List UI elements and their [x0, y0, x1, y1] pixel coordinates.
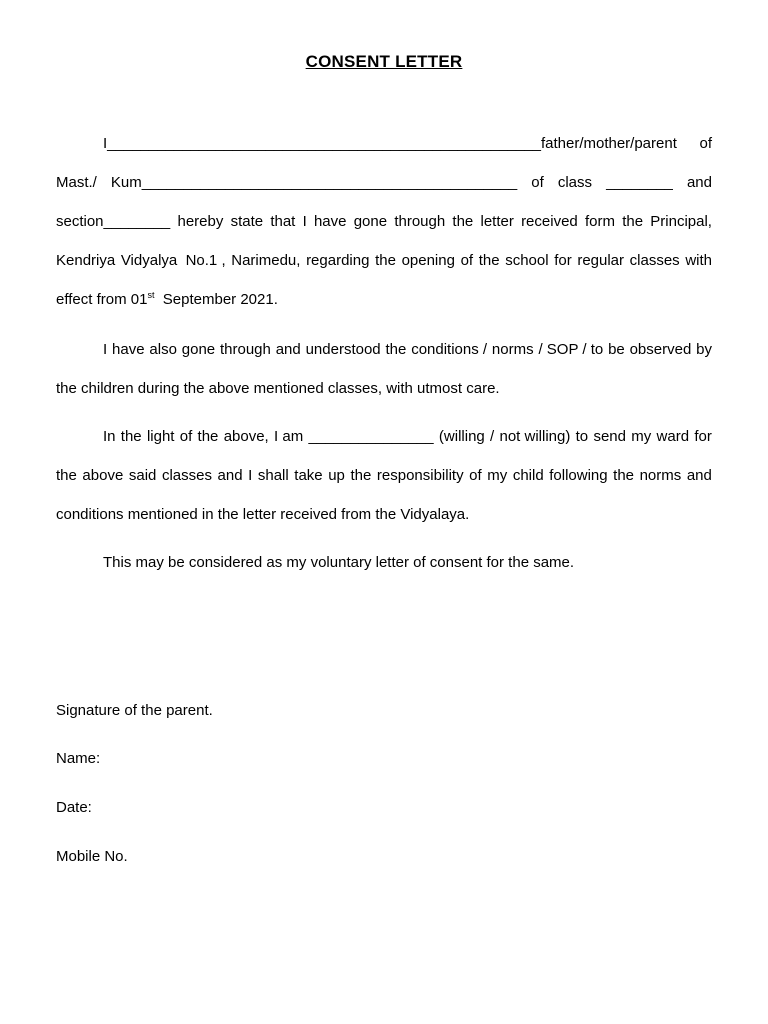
- word: received: [521, 213, 578, 230]
- word: above,: [223, 428, 269, 445]
- word: the: [613, 467, 635, 484]
- word: _______________: [308, 428, 434, 445]
- p1-line-1: [103, 133, 712, 155]
- word: said: [128, 467, 157, 484]
- mobile-label: Mobile No.: [56, 848, 128, 865]
- word: light: [146, 428, 175, 445]
- word: Mast./: [56, 174, 97, 191]
- p4-line-1: This may be considered as my voluntary letter of consent for the same.: [103, 554, 575, 571]
- word: understood: [305, 341, 381, 358]
- word: of: [460, 252, 474, 269]
- word: up: [328, 467, 345, 484]
- word: section________: [56, 213, 171, 230]
- word: of: [531, 174, 544, 191]
- word: norms: [491, 341, 534, 358]
- word: I am: [274, 428, 304, 445]
- word: I: [103, 341, 108, 358]
- word: norms: [639, 467, 682, 484]
- word: take: [294, 467, 323, 484]
- word: not willing): [499, 428, 571, 445]
- word: and: [275, 341, 301, 358]
- word: opening: [401, 252, 455, 269]
- word: ward: [656, 428, 690, 445]
- p1-line-5-suffix: September 2021.: [154, 291, 278, 308]
- word: classes: [629, 252, 680, 269]
- word: gone: [181, 341, 216, 358]
- p1-line-5-prefix: effect from 01: [56, 291, 148, 308]
- word: school: [505, 252, 549, 269]
- p1-line-2: [56, 172, 712, 194]
- p3-line-3: conditions mentioned in the letter received from the Vidyalaya.: [56, 506, 470, 523]
- word: observed: [629, 341, 692, 358]
- word: / SOP / to: [538, 341, 604, 358]
- word: with: [685, 252, 712, 269]
- date-label: Date:: [56, 799, 92, 816]
- word: In: [103, 428, 116, 445]
- word: by: [696, 341, 712, 358]
- word: I: [248, 467, 253, 484]
- p2-line-2: the children during the above mentioned classes, with utmost care.: [56, 380, 500, 397]
- p3-line-2: [56, 465, 712, 487]
- word: the: [56, 467, 77, 484]
- word: of: [469, 467, 482, 484]
- word: and: [217, 467, 243, 484]
- page-title: CONSENT LETTER: [305, 52, 463, 71]
- word: (willing: [438, 428, 485, 445]
- word: through: [394, 213, 446, 230]
- word: be: [608, 341, 625, 358]
- p1-line-3: [56, 211, 712, 233]
- word: /: [490, 428, 495, 445]
- word: the: [120, 428, 142, 445]
- word: have: [313, 213, 347, 230]
- word: form: [584, 213, 615, 230]
- word: the: [350, 467, 372, 484]
- p1-line-4: [56, 250, 712, 272]
- word: the: [622, 213, 644, 230]
- word: my: [487, 467, 508, 484]
- word: the: [452, 213, 474, 230]
- word: conditions /: [411, 341, 488, 358]
- word: the: [197, 428, 219, 445]
- word: responsibility: [376, 467, 464, 484]
- word: following: [549, 467, 608, 484]
- word: send: [593, 428, 626, 445]
- word: gone: [353, 213, 388, 230]
- word: letter: [480, 213, 514, 230]
- word: have: [112, 341, 145, 358]
- word: my: [631, 428, 652, 445]
- word: class: [557, 174, 593, 191]
- word: Principal,: [650, 213, 712, 230]
- word: and: [686, 174, 712, 191]
- name-label: Name:: [56, 750, 101, 767]
- word: and: [686, 467, 712, 484]
- p1-line-5: [56, 289, 712, 311]
- word: ________: [606, 174, 673, 191]
- word: hereby: [177, 213, 224, 230]
- word: state: [230, 213, 264, 230]
- p3-line-1: [103, 426, 712, 448]
- word: the: [385, 341, 407, 358]
- word: above: [82, 467, 124, 484]
- word: Narimedu,: [231, 252, 301, 269]
- ordinal-suffix: st: [147, 290, 155, 300]
- word: Vidyalya No.1 ,: [120, 252, 226, 269]
- word: for: [694, 428, 712, 445]
- word: shall: [257, 467, 289, 484]
- word: Kum_____________________________________________: [110, 174, 518, 191]
- word: of: [179, 428, 193, 445]
- word: also: [149, 341, 177, 358]
- p2-line-1: [103, 339, 712, 361]
- word: regular: [577, 252, 625, 269]
- word: Kendriya: [56, 252, 116, 269]
- word: the: [375, 252, 396, 269]
- word: I____________________________________________________father/mother/parent: [103, 135, 677, 152]
- signature-label: Signature of the parent.: [56, 702, 213, 719]
- word: the: [478, 252, 500, 269]
- word: regarding: [306, 252, 370, 269]
- word: to: [575, 428, 589, 445]
- word: of: [699, 135, 712, 152]
- word: for: [554, 252, 572, 269]
- word: that: [270, 213, 296, 230]
- word: through: [219, 341, 271, 358]
- word: I: [302, 213, 307, 230]
- word: child: [512, 467, 544, 484]
- word: classes: [161, 467, 212, 484]
